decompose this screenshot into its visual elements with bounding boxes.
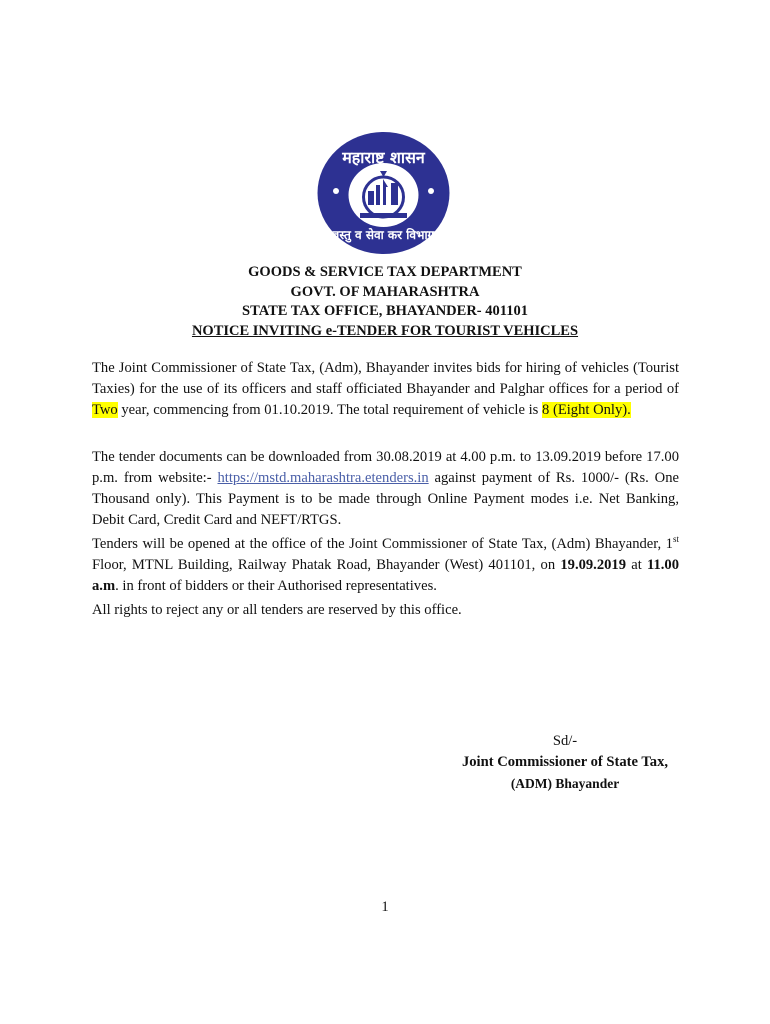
paragraph-opening (92, 534, 679, 597)
government-seal-logo (316, 131, 451, 255)
paragraph-rights (92, 600, 679, 621)
notice-heading (0, 263, 770, 341)
signature-sd: Sd/- (552, 733, 578, 749)
para1-text-1: The Joint Commissioner of State Tax, (Adm), Bhayander invites bids for hiring of vehicles (Tourist Taxies) for the use of its officers and staff officiated Bhayander and Palghar offices for a period of (92, 360, 679, 397)
heading-govt: GOVT. OF MAHARASHTRA (290, 283, 480, 300)
para3-superscript: st (672, 534, 679, 545)
para3-text-4: . in front of bidders or their Authorised representatives. (115, 578, 437, 594)
seal-icon (316, 131, 451, 255)
para1-text-2: year, commencing from 01.10.2019. The total requirement of vehicle is (117, 402, 543, 418)
signature-office: (ADM) Bhayander (510, 776, 620, 791)
para2-text-2: against payment of Rs. 1000/- (Rs. One Thousand only). This Payment is to be made through Online Payment modes i.e. Net Banking, Debit Card, Credit Card and NEFT/RTGS. (92, 470, 679, 528)
signature-block (440, 731, 690, 794)
opening-date: 19.09.2019 (560, 557, 627, 573)
svg-text:वस्तु व सेवा कर विभाग: वस्तु व सेवा कर विभाग (332, 228, 435, 242)
para2-text-1: The tender documents can be downloaded from 30.08.2019 at 4.00 p.m. to 13.09.2019 before 17.00 p.m. from website:- (92, 449, 679, 486)
para1-highlight-count: 8 (Eight Only). (542, 402, 631, 418)
paragraph-invitation (92, 358, 679, 421)
para4-text: All rights to reject any or all tenders are reserved by this office. (92, 602, 462, 618)
paragraph-download (92, 447, 679, 531)
para3-text-2: Floor, MTNL Building, Railway Phatak Road, Bhayander (West) 401101, on (92, 557, 561, 573)
para1-highlight-period: Two (92, 402, 118, 418)
signature-title: Joint Commissioner of State Tax, (461, 754, 669, 770)
page-number: 1 (381, 899, 389, 915)
opening-time: 11.00 a.m (92, 557, 679, 594)
heading-office: STATE TAX OFFICE, BHAYANDER- 401101 (242, 303, 528, 319)
svg-text:महाराष्ट्र शासन: महाराष्ट्र शासन (342, 148, 425, 167)
heading-notice-title: NOTICE INVITING e-TENDER FOR TOURIST VEHICLES (191, 322, 579, 339)
para3-text-3: at (626, 557, 647, 573)
heading-department: GOODS & SERVICE TAX DEPARTMENT (248, 264, 522, 280)
para3-text-1: Tenders will be opened at the office of the Joint Commissioner of State Tax, (Adm) Bhayander, 1 (92, 536, 673, 552)
website-link[interactable]: https://mstd.maharashtra.etenders.in (217, 470, 429, 486)
